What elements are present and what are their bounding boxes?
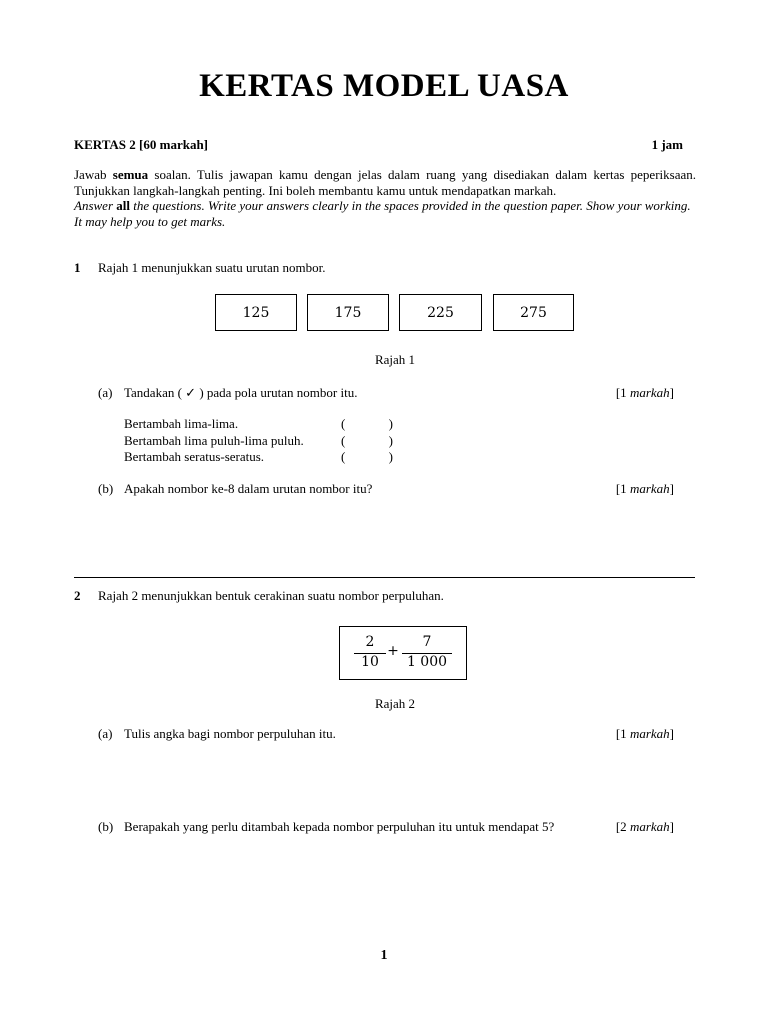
figure-1-caption: Rajah 1 — [374, 352, 416, 367]
fraction-expression — [339, 626, 467, 680]
q2a-marks: [1 markah] — [615, 726, 674, 741]
q1a-text: Tandakan ( ✓ ) pada pola urutan nombor itu. — [124, 385, 358, 400]
plus-operator: + — [387, 643, 399, 659]
page-number: 1 — [380, 948, 388, 963]
fraction-1-numerator: 2 — [365, 634, 375, 650]
q1a-label: (a) — [98, 385, 113, 400]
option-2-label: Bertambah lima puluh-lima puluh. — [124, 433, 304, 448]
sequence-box-4: 275 — [493, 294, 574, 331]
q1b-text: Apakah nombor ke-8 dalam urutan nombor itu? — [124, 481, 373, 496]
fraction-2-numerator: 7 — [422, 634, 432, 650]
q2b-label: (b) — [98, 819, 114, 834]
question-1-text: Rajah 1 menunjukkan suatu urutan nombor. — [98, 260, 326, 275]
question-1-number: 1 — [74, 260, 81, 275]
instructions-english: Answer all the questions. Write your answers clearly in the spaces provided in the question paper. Show your working. It may help you to get marks. — [74, 198, 691, 229]
fraction-1-denominator: 10 — [361, 654, 379, 670]
sequence-box-1: 125 — [215, 294, 297, 331]
option-1-checkbox[interactable]: ( ) — [341, 416, 393, 431]
page-title: KERTAS MODEL UASA — [199, 68, 569, 104]
q2a-text: Tulis angka bagi nombor perpuluhan itu. — [124, 726, 336, 741]
fraction-2-denominator: 1 000 — [406, 654, 448, 670]
instructions-malay: Jawab semua soalan. Tulis jawapan kamu dengan jelas dalam ruang yang disediakan dalam kertas peperiksaan. Tunjukkan langkah-langkah penting. Ini boleh membantu kamu untuk mendapatkan markah. — [74, 167, 696, 198]
question-2-text: Rajah 2 menunjukkan bentuk cerakinan suatu nombor perpuluhan. — [98, 588, 444, 603]
q1b-marks: [1 markah] — [615, 481, 674, 496]
q2b-marks: [2 markah] — [615, 819, 674, 834]
emphasis-semua: semua — [112, 167, 149, 182]
section-divider — [74, 577, 695, 578]
paper-info: KERTAS 2 [60 markah] — [74, 137, 209, 152]
option-3-label: Bertambah seratus-seratus. — [124, 449, 265, 464]
duration: 1 jam — [651, 137, 683, 152]
option-2-checkbox[interactable]: ( ) — [341, 433, 393, 448]
option-3-checkbox[interactable]: ( ) — [341, 449, 393, 464]
question-2-number: 2 — [74, 588, 81, 603]
q1b-label: (b) — [98, 481, 114, 496]
q1a-marks: [1 markah] — [615, 385, 674, 400]
emphasis-all: all — [116, 198, 130, 213]
sequence-box-2: 175 — [307, 294, 389, 331]
q2a-label: (a) — [98, 726, 113, 741]
figure-2-caption: Rajah 2 — [374, 696, 416, 711]
option-1-label: Bertambah lima-lima. — [124, 416, 239, 431]
sequence-box-3: 225 — [399, 294, 482, 331]
q2b-text: Berapakah yang perlu ditambah kepada nombor perpuluhan itu untuk mendapat 5? — [124, 819, 555, 834]
